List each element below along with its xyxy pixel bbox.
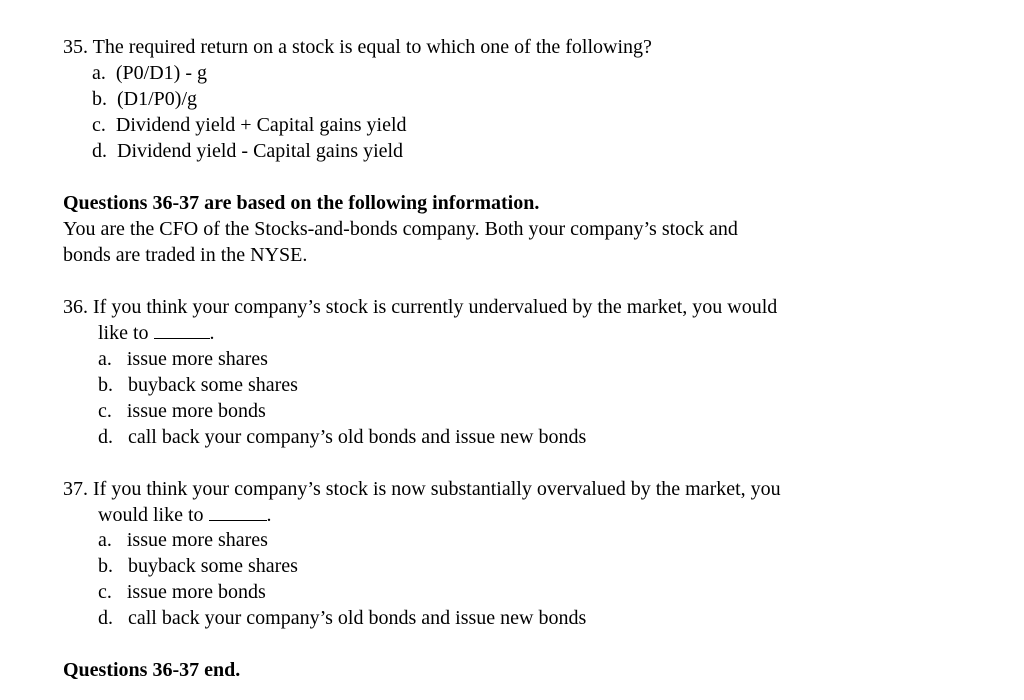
question-35-option-a: a. (P0/D1) - g [92, 62, 207, 84]
question-35-option-d: d. Dividend yield - Capital gains yield [92, 140, 404, 162]
question-36-option-a: a. issue more shares [98, 348, 268, 370]
question-35-option-b: b. (D1/P0)/g [92, 88, 197, 110]
question-35-text: 35. The required return on a stock is equal to which one of the following? [63, 36, 652, 58]
question-37-prefix: would like to [98, 504, 209, 526]
question-37-option-c: c. issue more bonds [98, 581, 266, 603]
question-37-suffix: . [266, 504, 272, 526]
question-37-text-line-2 [98, 502, 272, 528]
question-37-option-d: d. call back your company’s old bonds and issue new bonds [98, 607, 587, 629]
question-36-text-line-1: 36. If you think your company’s stock is currently undervalued by the market, you would [63, 296, 778, 318]
question-37-option-b: b. buyback some shares [98, 555, 298, 577]
info-heading: Questions 36-37 are based on the following information. [63, 192, 540, 214]
answer-blank [209, 502, 267, 521]
question-36-suffix: . [209, 322, 215, 344]
question-37-text-line-1: 37. If you think your company’s stock is now substantially overvalued by the market, you [63, 478, 781, 500]
question-36-option-d: d. call back your company’s old bonds and issue new bonds [98, 426, 587, 448]
info-text-line-2: bonds are traded in the NYSE. [63, 244, 308, 266]
question-36-prefix: like to [98, 322, 154, 344]
answer-blank [154, 320, 210, 339]
info-text-line-1: You are the CFO of the Stocks-and-bonds company. Both your company’s stock and [63, 218, 738, 240]
questions-end-text: Questions 36-37 end. [63, 659, 241, 681]
question-37-option-a: a. issue more shares [98, 529, 268, 551]
question-36-option-b: b. buyback some shares [98, 374, 298, 396]
question-35-option-c: c. Dividend yield + Capital gains yield [92, 114, 407, 136]
question-36-text-line-2 [98, 320, 215, 346]
question-36-option-c: c. issue more bonds [98, 400, 266, 422]
